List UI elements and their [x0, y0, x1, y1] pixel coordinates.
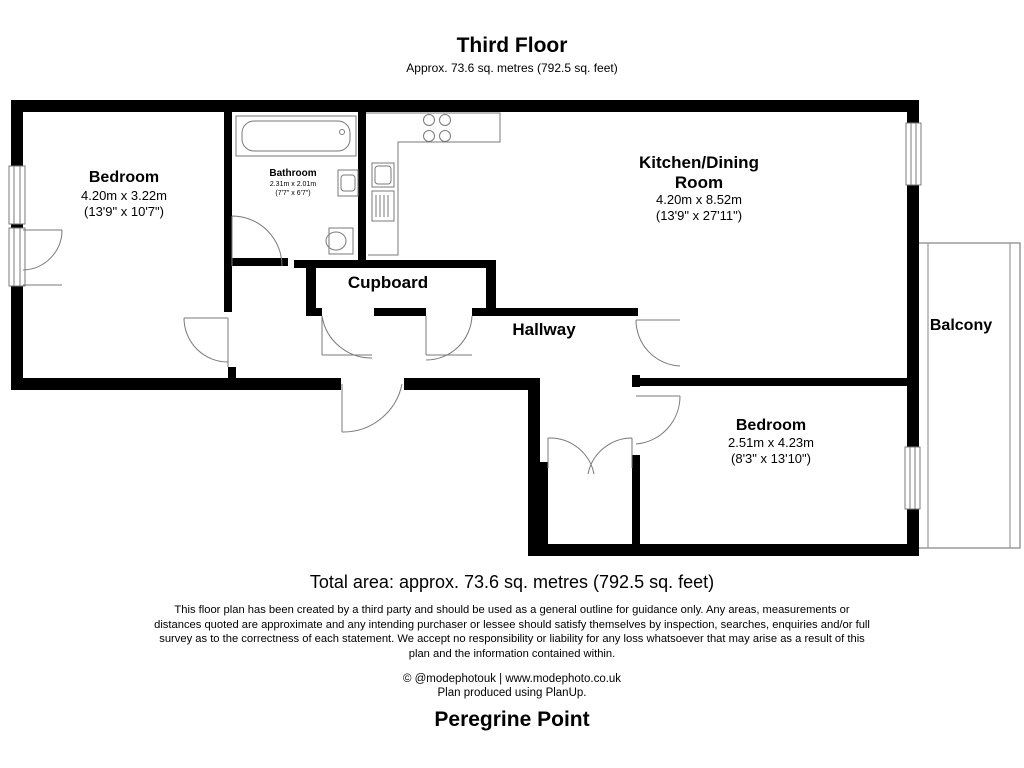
- hallway-label: Hallway: [512, 320, 576, 339]
- kitchen-name-line1: Kitchen/Dining: [639, 153, 759, 172]
- floor-title: Third Floor: [456, 34, 568, 57]
- hob-icon: [424, 115, 435, 126]
- room-bedroom-1: [81, 169, 167, 219]
- room-bathroom: [269, 168, 316, 197]
- kitchen-name-line2: Room: [674, 173, 724, 192]
- building-name: Peregrine Point: [434, 708, 590, 731]
- bedroom-2-name: Bedroom: [735, 417, 807, 434]
- balcony-area: [918, 243, 1020, 548]
- bathtub-basin-icon: [242, 121, 350, 151]
- room-bedroom-2: [728, 417, 814, 466]
- doors: [23, 216, 680, 474]
- bathtub-icon: [236, 116, 356, 156]
- disclaimer-text: This floor plan has been created by a third party and should be used as a general outline for guidance only. Any areas, measurements or distances quoted are approximate and any intending purchaser or lessee should satisfy themselves by inspection, searches, enquiries and/or full survey as to the correctness of each statement. We accept no responsibility or liability for any loss whatsoever that may arise as a result of this plan and the information contained within.: [154, 604, 870, 660]
- kitchen-imperial: (13'9" x 27'11"): [655, 208, 743, 223]
- total-area: Total area: approx. 73.6 sq. metres (792.5 sq. feet): [309, 572, 715, 592]
- bathroom-imperial: (7'7" x 6'7"): [275, 190, 311, 197]
- balcony-label: Balcony: [929, 317, 993, 334]
- bathroom-name: Bathroom: [269, 168, 317, 179]
- kitchen-metric: 4.20m x 8.52m: [656, 192, 742, 207]
- bathroom-metric: 2.31m x 2.01m: [269, 181, 317, 188]
- bedroom-1-name: Bedroom: [88, 169, 160, 186]
- room-kitchen-dining: [639, 153, 759, 223]
- credit-line-2: Plan produced using PlanUp.: [437, 687, 587, 699]
- bedroom-1-imperial: (13'9" x 10'7"): [84, 204, 164, 219]
- toilet-icon: [329, 228, 353, 254]
- drainer-icon: [372, 191, 394, 221]
- credit-line-1: © @modephotouk | www.modephoto.co.uk: [402, 673, 622, 685]
- floor-area-subtitle: Approx. 73.6 sq. metres (792.5 sq. feet): [406, 61, 618, 75]
- bedroom-1-metric: 4.20m x 3.22m: [81, 188, 167, 203]
- bedroom-2-imperial: (8'3" x 13'10"): [731, 451, 811, 466]
- bedroom-2-metric: 2.51m x 4.23m: [728, 435, 814, 450]
- cupboard-label: Cupboard: [347, 273, 429, 292]
